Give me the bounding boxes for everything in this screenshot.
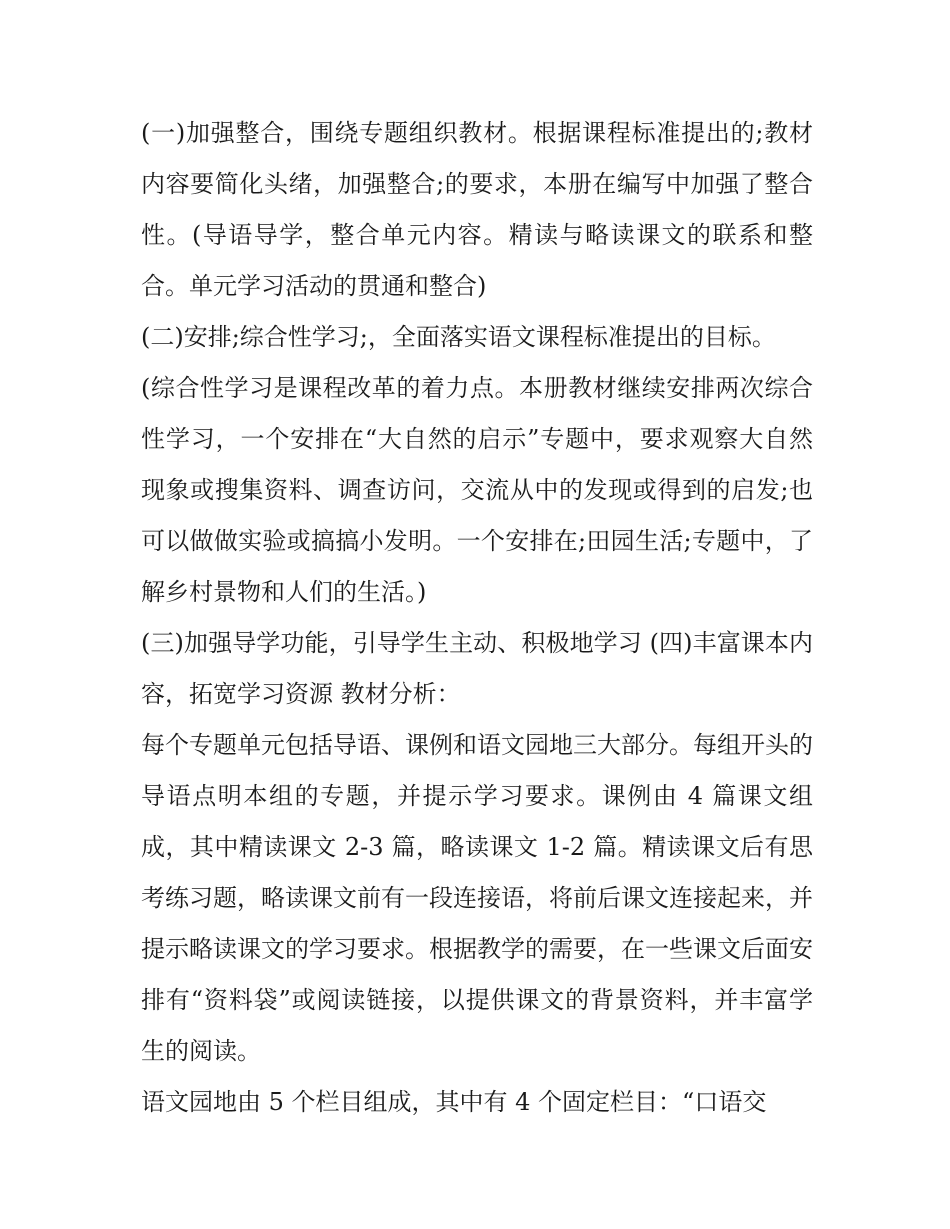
document-body	[141, 108, 813, 1128]
paragraph-language-garden: 语文园地由 5 个栏目组成，其中有 4 个固定栏目：“口语交	[141, 1088, 767, 1116]
paragraph-comprehensive-learning: (二)安排;综合性学习;，全面落实语文课程标准提出的目标。	[141, 323, 776, 351]
paragraph-unit-structure: 每个专题单元包括导语、课例和语文园地三大部分。每组开头的导语点明本组的专题，并提示学习要求。课例由 4 篇课文组成，其中精读课文 2-3 篇，略读课文 1-2 篇。精读课文后有思考练习题，略读课文前有一段连接语，将前后课文连接起来，并提示略读课文的学习要求。根据教学的需要，在一些课文后面安排有“资料袋”或阅读链接，以提供课文的背景资料，并丰富学生的阅读。	[141, 731, 813, 1065]
paragraph-integration: (一)加强整合，围绕专题组织教材。根据课程标准提出的;教材内容要简化头绪，加强整合;的要求，本册在编写中加强了整合性。(导语导学，整合单元内容。精读与略读课文的联系和整合。单元学习活动的贯通和整合)	[141, 119, 813, 300]
paragraph-comprehensive-learning-detail: (综合性学习是课程改革的着力点。本册教材继续安排两次综合性学习，一个安排在“大自然的启示”专题中，要求观察大自然现象或搜集资料、调查访问，交流从中的发现或得到的启发;也可以做做实验或搞搞小发明。一个安排在;田园生活;专题中，了解乡村景物和人们的生活。)	[141, 374, 813, 606]
paragraph-guided-learning: (三)加强导学功能，引导学生主动、积极地学习 (四)丰富课本内容，拓宽学习资源 教材分析：	[141, 629, 813, 708]
